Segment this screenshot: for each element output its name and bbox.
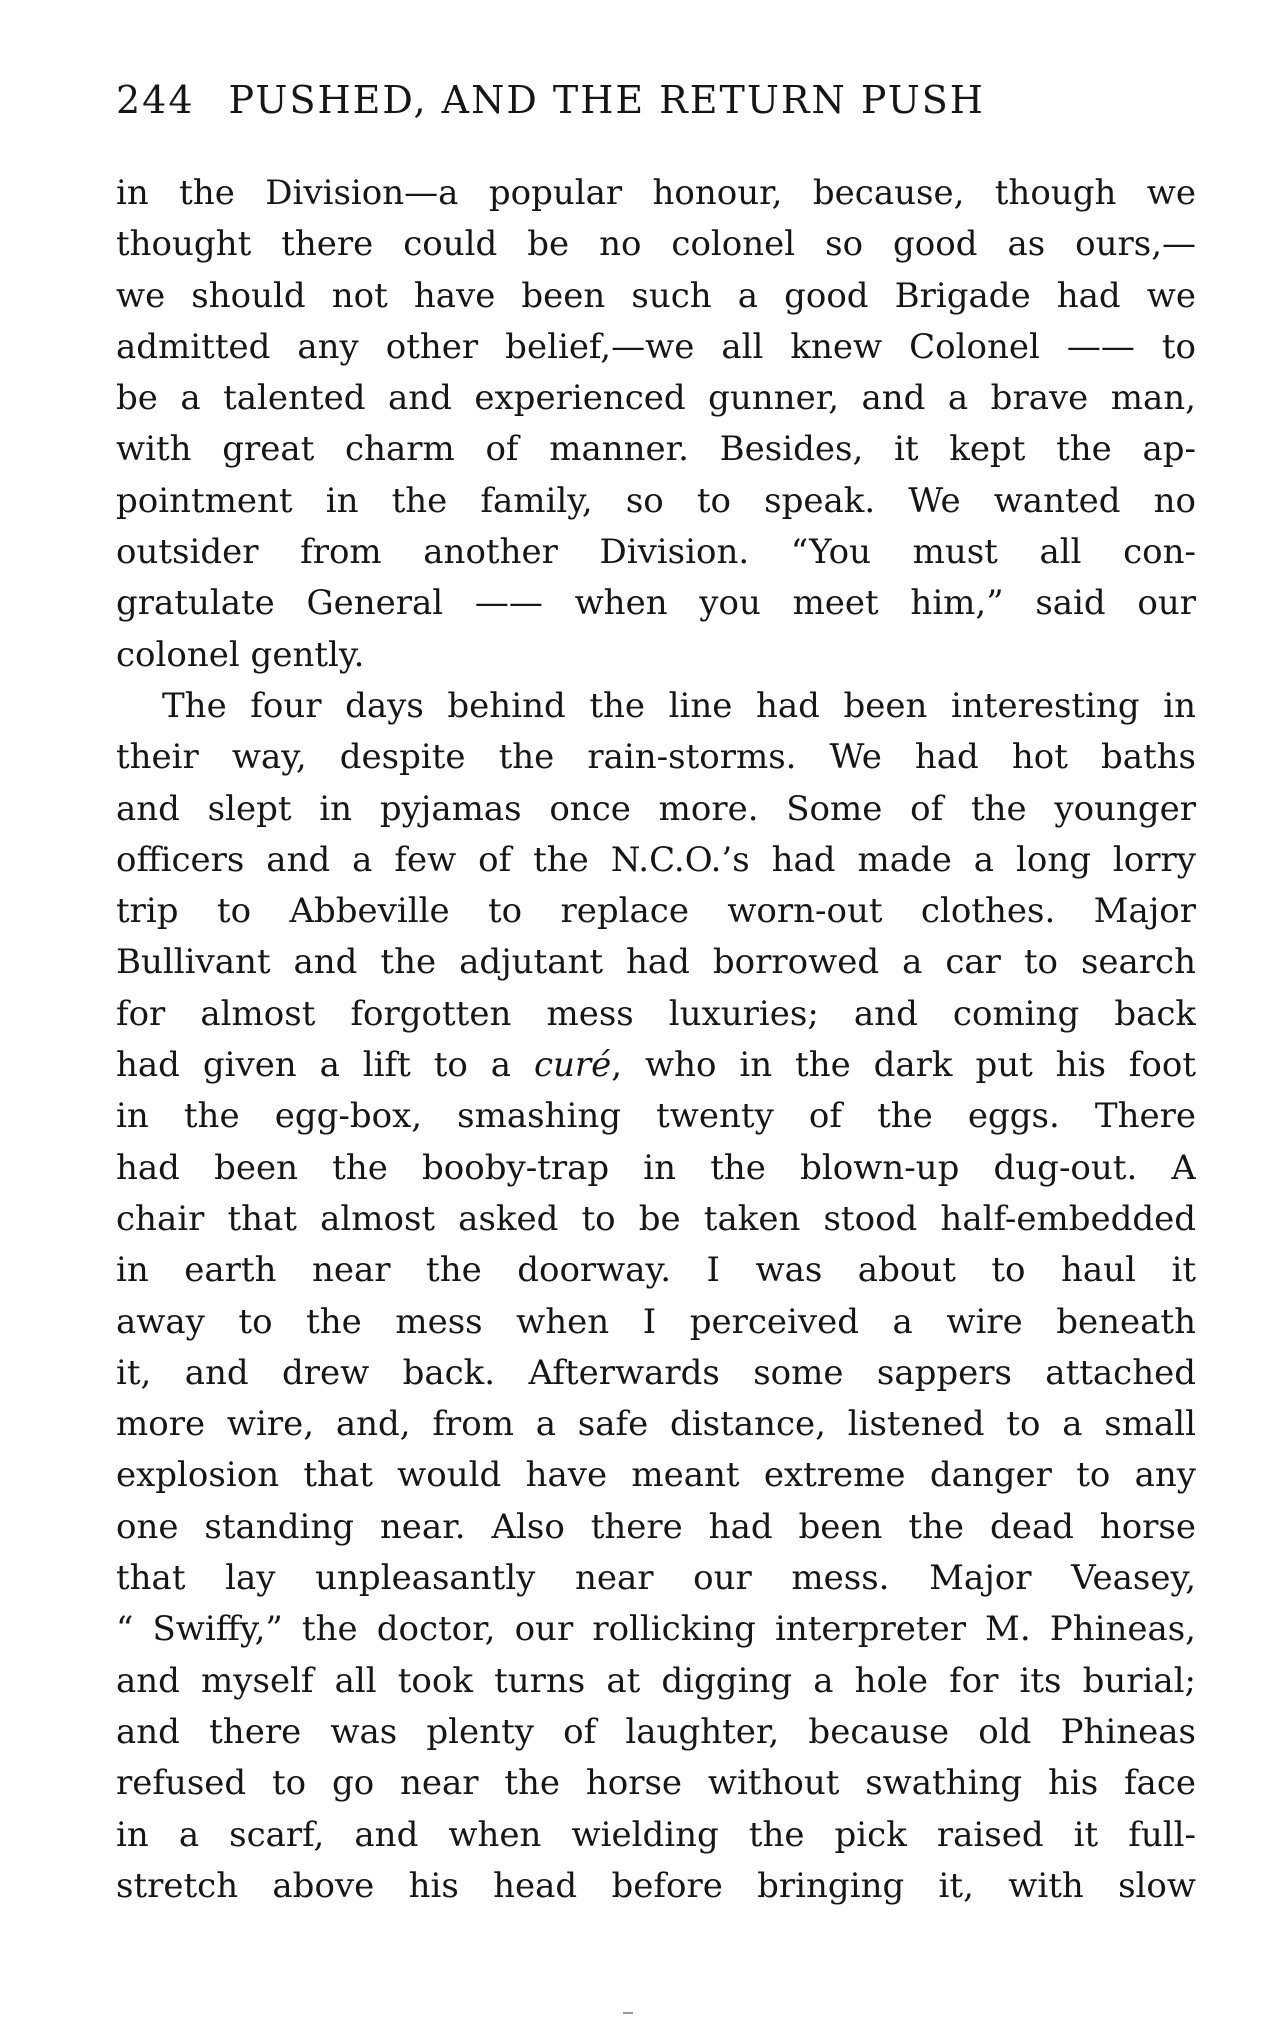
text-line-20: had been the booby-trap in the blown-up dug-out. A — [116, 1147, 1196, 1188]
body-text — [116, 168, 1196, 1912]
text-line-15: trip to Abbeville to replace worn-out clothes. Major — [116, 891, 1196, 932]
text-line-18 — [116, 1040, 1196, 1091]
text-line-32: refused to go near the horse without swathing his face — [116, 1763, 1196, 1804]
text-line-10: colonel gently. — [116, 634, 365, 675]
text-line-25: more wire, and, from a safe distance, listened to a small — [116, 1404, 1196, 1445]
running-head — [116, 72, 1196, 128]
page-foot-mark — [623, 2012, 633, 2014]
text-line-22: in earth near the doorway. I was about to haul it — [116, 1250, 1196, 1291]
page-number: 244 — [116, 78, 195, 122]
text-line-33: in a scarf, and when wielding the pick raised it full- — [116, 1814, 1196, 1855]
text-line-14: officers and a few of the N.C.O.’s had made a long lorry — [116, 839, 1196, 880]
text-line-26: explosion that would have meant extreme danger to any — [116, 1455, 1196, 1496]
text-line-28: that lay unpleasantly near our mess. Major Veasey, — [116, 1558, 1196, 1599]
text-line-21: chair that almost asked to be taken stood half-embedded — [116, 1198, 1196, 1239]
text-line-2: thought there could be no colonel so good as ours,— — [116, 224, 1196, 265]
text-line-31: and there was plenty of laughter, because old Phineas — [116, 1711, 1196, 1752]
text-line-23: away to the mess when I perceived a wire beneath — [116, 1301, 1196, 1342]
chapter-title: PUSHED, AND THE RETURN PUSH — [228, 78, 985, 122]
text-line-6: with great charm of manner. Besides, it kept the ap- — [116, 429, 1196, 470]
text-line-29: “ Swiffy,” the doctor, our rollicking interpreter M. Phineas, — [116, 1609, 1196, 1650]
text-line-9: gratulate General —— when you meet him,” said our — [116, 583, 1196, 624]
text-line-13: and slept in pyjamas once more. Some of the younger — [116, 788, 1196, 829]
text-line-1: in the Division—a popular honour, because, though we — [116, 173, 1196, 213]
text-line-3: we should not have been such a good Brigade had we — [116, 275, 1196, 316]
text-line-11: The four days behind the line had been interesting in — [162, 685, 1196, 726]
text-line-27: one standing near. Also there had been the dead horse — [116, 1506, 1196, 1547]
text-line-30: and myself all took turns at digging a hole for its burial; — [116, 1660, 1196, 1701]
text-line-4: admitted any other belief,—we all knew Colonel —— to — [116, 326, 1196, 367]
text-line-12: their way, despite the rain-storms. We had hot baths — [116, 737, 1196, 778]
text-line-7: pointment in the family, so to speak. We wanted no — [116, 480, 1196, 521]
text-line-19: in the egg-box, smashing twenty of the eggs. There — [116, 1096, 1196, 1137]
text-line-5: be a talented and experienced gunner, and a brave man, — [116, 378, 1196, 419]
text-line-8: outsider from another Division. “You must all con- — [116, 532, 1196, 573]
text-line-34: stretch above his head before bringing it, with slow — [116, 1865, 1196, 1906]
text-line-17: for almost forgotten mess luxuries; and coming back — [116, 993, 1196, 1034]
text-line-18-end: , who in the dark put his foot — [611, 1045, 1196, 1086]
text-line-24: it, and drew back. Afterwards some sappers attached — [116, 1352, 1196, 1393]
text-line-16: Bullivant and the adjutant had borrowed a car to search — [116, 942, 1196, 983]
text-line-18-start: had given a lift to a — [116, 1045, 534, 1086]
text-line-18-italic: curé — [533, 1045, 612, 1086]
